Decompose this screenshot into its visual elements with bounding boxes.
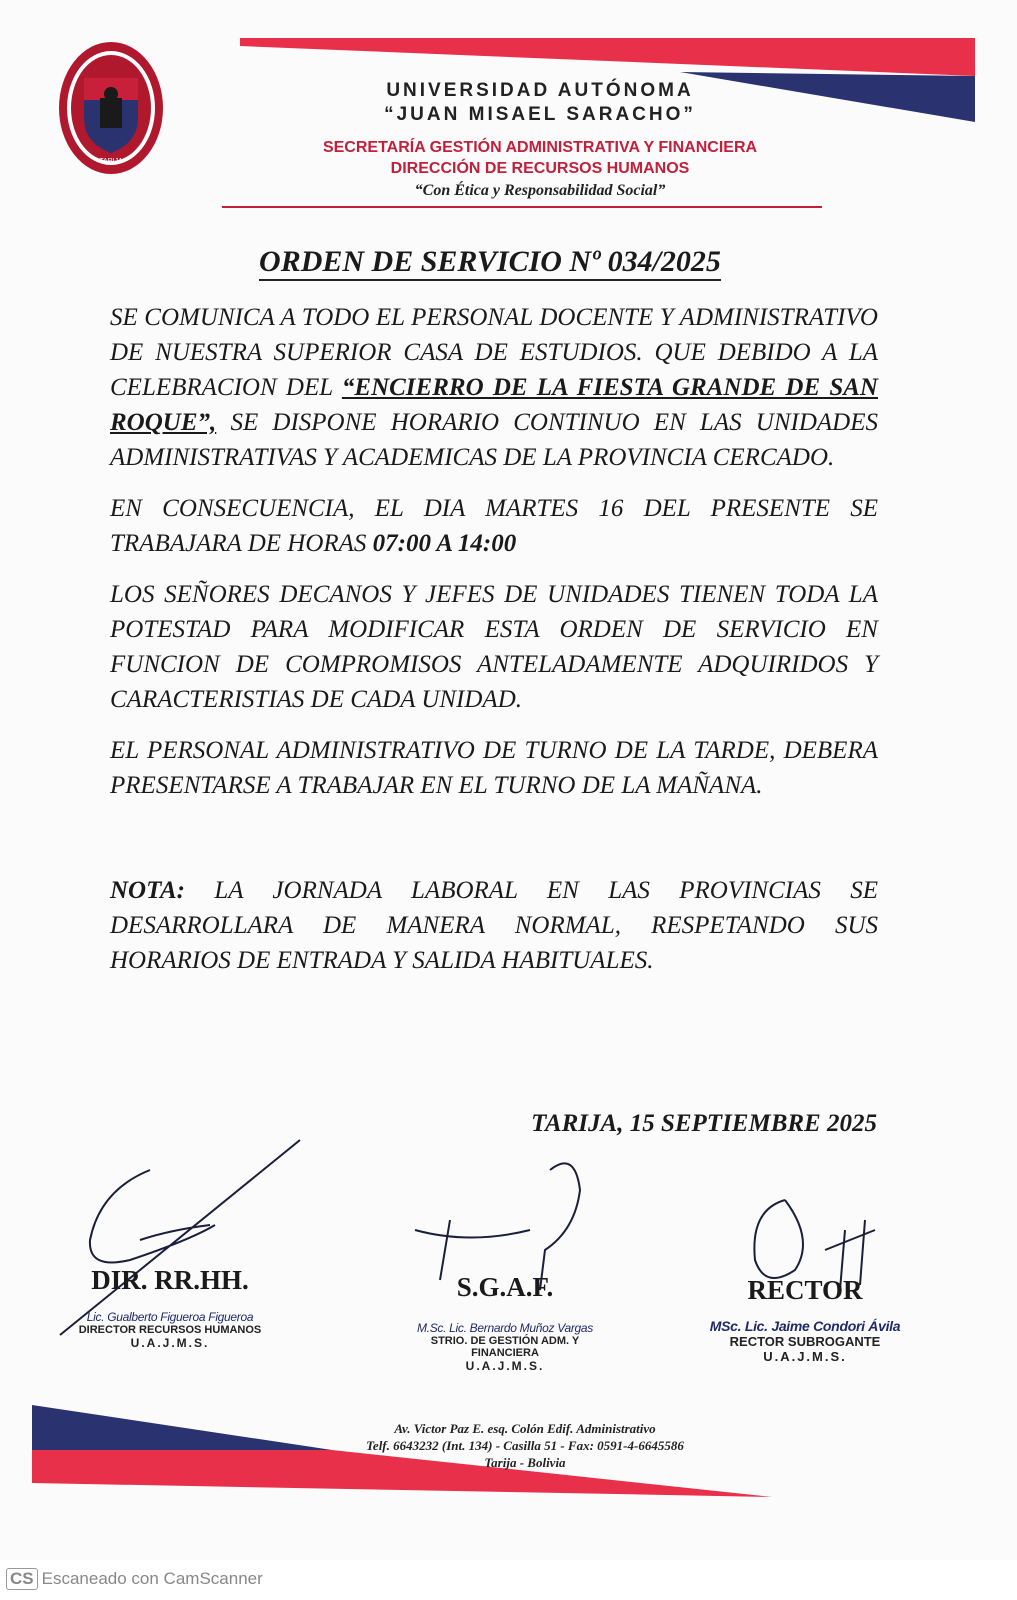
- event-name: “ENCIERRO DE LA FIESTA GRANDE DE SAN ROQUE”,: [110, 374, 878, 436]
- signature-1-position: DIRECTOR RECURSOS HUMANOS: [78, 1324, 262, 1336]
- signature-2-role: S.G.A.F.: [456, 1272, 554, 1302]
- paragraph-1: [110, 300, 878, 475]
- footer-address: [300, 1420, 750, 1471]
- work-hours: 07:00 A 14:00: [372, 530, 517, 557]
- university-seal: [56, 38, 166, 178]
- paragraph-1-intro: SE COMUNICA A TODO EL PERSONAL DOCENTE Y ADMINISTRATIVO DE NUESTRA SUPERIOR CASA DE ESTUDIOS. QUE DEBIDO A LA CELEBRACION DEL: [110, 304, 878, 401]
- signature-2-position: STRIO. DE GESTIÓN ADM. Y FINANCIERA: [430, 1335, 580, 1359]
- paragraph-3: LOS SEÑORES DECANOS Y JEFES DE UNIDADES TIENEN TODA LA POTESTAD PARA MODIFICAR ESTA ORDEN DE SERVICIO EN FUNCION DE COMPROMISOS ANTELADAMENTE ADQUIRIDOS Y CARACTERISTIAS DE CADA UNIDAD.: [110, 581, 878, 713]
- document-date: TARIJA, 15 SEPTIEMBRE 2025: [531, 1110, 877, 1137]
- secretaria-name: SECRETARÍA GESTIÓN ADMINISTRATIVA Y FINANCIERA: [322, 139, 758, 156]
- header-divider: [222, 206, 822, 208]
- paragraph-2-text: EN CONSECUENCIA, EL DIA MARTES 16 DEL PRESENTE SE TRABAJARA DE HORAS: [110, 495, 878, 557]
- signature-1-name: Lic. Gualberto Figueroa Figueroa: [86, 1310, 254, 1324]
- footer-contact-line: Telf. 6643232 (Int. 134) - Casilla 51 - Fax: 0591-4-6645586: [366, 1438, 684, 1453]
- signature-dir-rrhh: [60, 1265, 280, 1350]
- department-block: [290, 137, 790, 179]
- signature-rector: [705, 1275, 905, 1364]
- signature-2-institution: U.A.J.M.S.: [465, 1359, 545, 1373]
- camscanner-watermark: [6, 1568, 263, 1590]
- seal-text: TARIJA: [99, 158, 123, 165]
- signature-1-role: DIR. RR.HH.: [91, 1265, 249, 1295]
- note-text: LA JORNADA LABORAL EN LAS PROVINCIAS SE DESARROLLARA DE MANERA NORMAL, RESPETANDO SUS HORARIOS DE ENTRADA Y SALIDA HABITUALES.: [110, 877, 878, 974]
- signature-sgaf: [400, 1272, 610, 1373]
- paragraph-4: EL PERSONAL ADMINISTRATIVO DE TURNO DE LA TARDE, DEBERA PRESENTARSE A TRABAJAR EN EL TURNO DE LA MAÑANA.: [110, 737, 878, 799]
- paragraph-1-rest: SE DISPONE HORARIO CONTINUO EN LAS UNIDADES ADMINISTRATIVAS Y ACADEMICAS DE LA PROVINCIA CERCADO.: [110, 409, 878, 471]
- note-label: NOTA:: [110, 877, 185, 904]
- note-paragraph: [110, 873, 878, 978]
- paragraph-2: [110, 491, 878, 561]
- camscanner-text: Escaneado con CamScanner: [41, 1569, 263, 1588]
- document-title: [0, 245, 980, 279]
- document-body: [110, 300, 878, 978]
- signature-3-institution: U.A.J.M.S.: [763, 1349, 847, 1364]
- camscanner-icon: CS: [6, 1568, 38, 1590]
- signature-3-role: RECTOR: [747, 1275, 863, 1305]
- document-title-text: ORDEN DE SERVICIO Nº 034/2025: [259, 245, 721, 281]
- university-line1: UNIVERSIDAD AUTÓNOMA: [386, 80, 694, 101]
- university-line2: “JUAN MISAEL SARACHO”: [384, 104, 696, 125]
- university-name: [300, 80, 780, 126]
- signature-3-name: MSc. Lic. Jaime Condori Ávila: [709, 1318, 901, 1334]
- signature-1-institution: U.A.J.M.S.: [130, 1336, 210, 1350]
- signature-2-name: M.Sc. Lic. Bernardo Muñoz Vargas: [416, 1321, 594, 1335]
- footer-city-line: Tarija - Bolivia: [484, 1455, 566, 1470]
- motto: “Con Ética y Responsabilidad Social”: [414, 182, 666, 199]
- signature-3-position: RECTOR SUBROGANTE: [729, 1334, 881, 1349]
- direccion-name: DIRECCIÓN DE RECURSOS HUMANOS: [390, 160, 690, 177]
- footer-address-line: Av. Victor Paz E. esq. Colón Edif. Administrativo: [394, 1421, 656, 1436]
